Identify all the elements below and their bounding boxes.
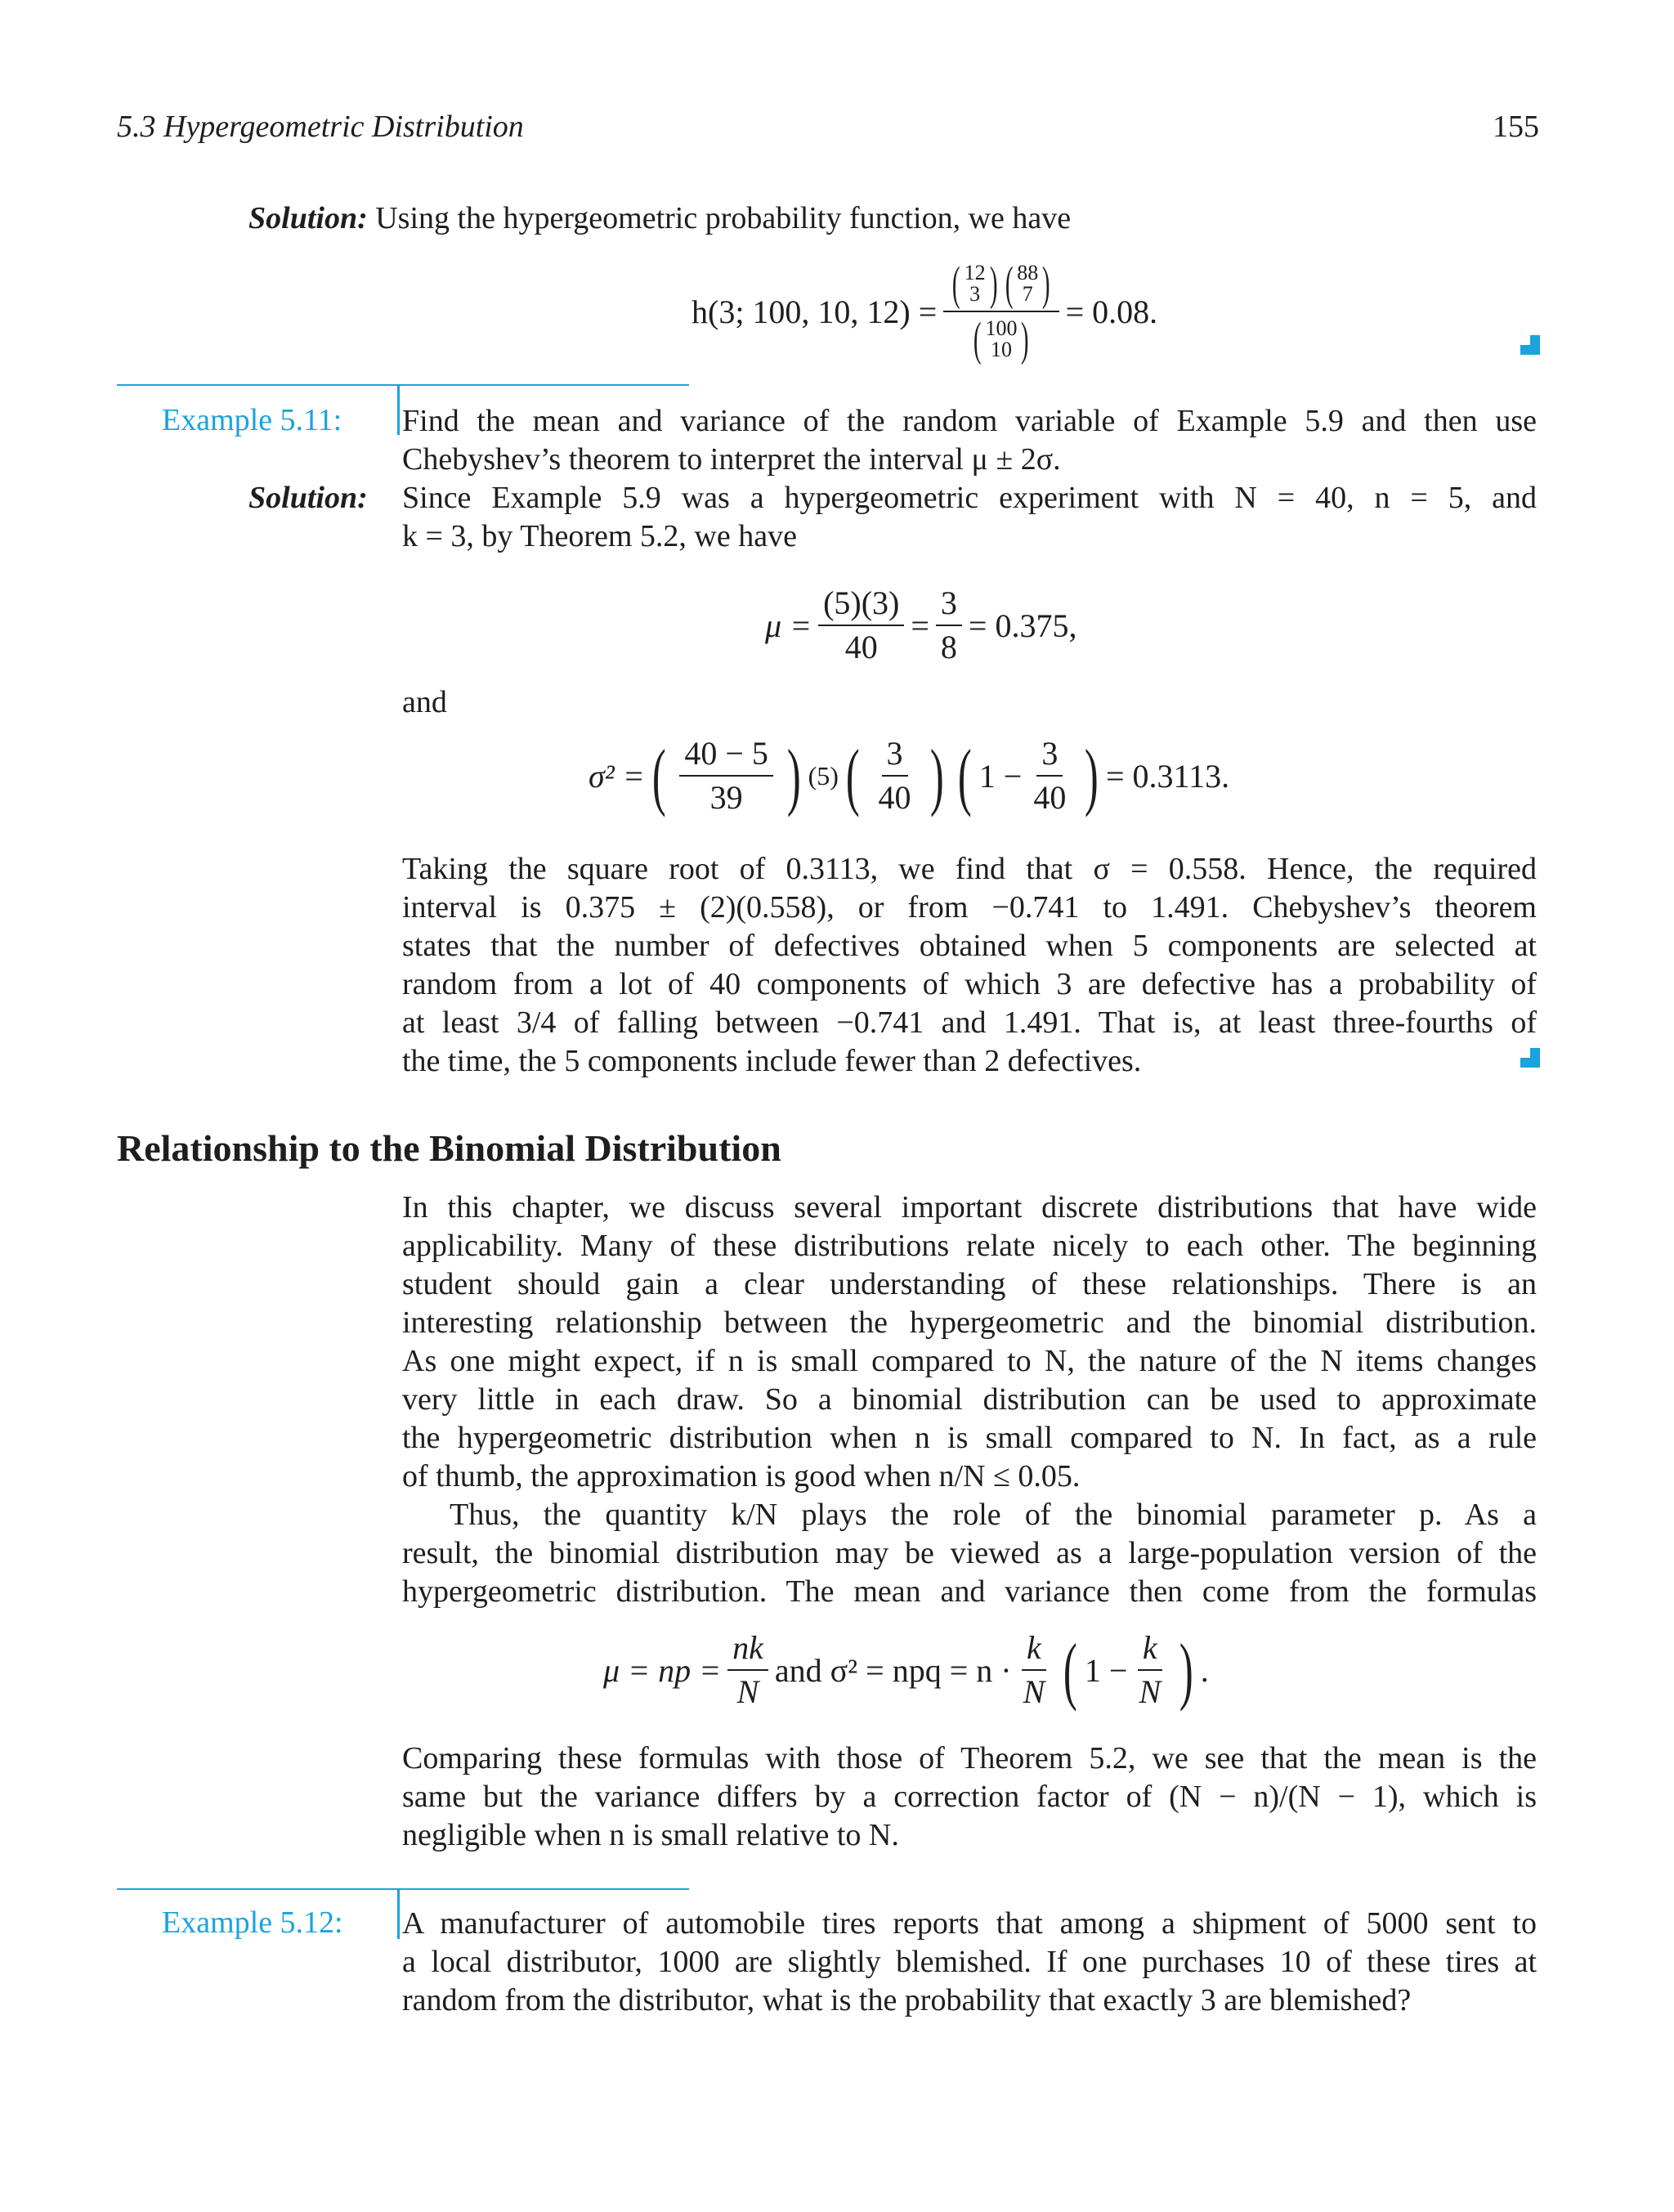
solution-1-line xyxy=(248,199,1071,238)
body-paragraph-3: Comparing these formulas with those of Theorem 5.2, we see that the mean is the same but the variance differs by a correction factor of (N − n)/(N − 1), which is negligible when n is small relative to N. xyxy=(402,1741,1537,1852)
hypergeometric-equation xyxy=(692,257,1158,365)
variance-equation: σ² = ( $\frac{40 - 5}{39}$ ) (5) ( $\frac{3}{40}$ ) ( 1 − $\frac{3}{40}$ ) = 0.3113. xyxy=(589,734,1230,817)
example-vertical-bar-2 xyxy=(397,1888,400,1939)
solution-label: Solution: xyxy=(248,201,368,235)
example-divider-2 xyxy=(117,1888,689,1890)
end-of-solution-marker-2 xyxy=(1520,1048,1540,1068)
binom-88-7: ( 88 7 ) xyxy=(1005,257,1050,310)
running-header: 5.3 Hypergeometric Distribution xyxy=(117,110,524,144)
solution-2-text: Since Example 5.9 was a hypergeometric experiment with N = 40, n = 5, and k = 3, by Theorem 5.2, we have xyxy=(402,481,1537,553)
end-of-solution-marker xyxy=(1520,335,1540,355)
section-heading: Relationship to the Binomial Distribution xyxy=(117,1127,781,1169)
mean-equation: μ = $\frac{(5)(3)}{40}$ = $\frac{3}{8}$ = 0.375, xyxy=(765,584,1077,665)
eq-rhs: = 0.08. xyxy=(1065,293,1158,330)
example-5-11-paragraph: Taking the square root of 0.3113, we find that σ = 0.558. Hence, the required interval is 0.375 ± (2)(0.558), or from −0.741 to 1.491. Chebyshev’s theorem states that the number of defectives obtained when 5 components are selected at random from a lot of 40 components of which 3 are defective has a probability of at least 3/4 of falling between −0.741 and 1.491. That is, at least three-fourths of the time, the 5 components include fewer than 2 defectives. xyxy=(402,852,1537,1078)
binom-12-3: ( 12 3 ) xyxy=(952,257,998,310)
binom-100-10: ( 100 10 ) xyxy=(973,312,1029,365)
example-5-12-text: A manufacturer of automobile tires reports that among a shipment of 5000 sent to a local distributor, 1000 are slightly blemished. If one purchases 10 of these tires at random from the distributor, what is the probability that exactly 3 are blemished? xyxy=(402,1906,1537,2017)
binomial-fraction xyxy=(943,257,1059,365)
page-number: 155 xyxy=(1493,110,1539,144)
example-5-12-label: Example 5.12: xyxy=(162,1905,343,1940)
example-5-11-text: Find the mean and variance of the random variable of Example 5.9 and then use Chebyshev’s theorem to interpret the interval μ ± 2σ. xyxy=(402,404,1537,477)
binomial-mean-variance-formula: μ = np = $\frac{nk}{N}$ and σ² = npq = n · $\frac{k}{N}$ ( 1 − $\frac{k}{N}$ ) . xyxy=(603,1628,1209,1712)
example-5-11-label: Example 5.11: xyxy=(162,403,342,437)
eq-lhs: h(3; 100, 10, 12) = xyxy=(692,293,938,330)
example-vertical-bar xyxy=(397,384,400,435)
and-text: and xyxy=(402,685,447,719)
example-divider xyxy=(117,384,689,386)
body-paragraph-2: Thus, the quantity k/N plays the role of the binomial parameter p. As a result, the binomial distribution may be viewed as a large-population version of the hypergeometric distribution. The mean and variance then come from the formulas xyxy=(402,1498,1537,1609)
body-paragraph-1: In this chapter, we discuss several important discrete distributions that have wide applicability. Many of these distributions relate nicely to each other. The beginning student should gain a clear understanding of these relationships. There is an interesting relationship between the hypergeometric and the binomial distribution. As one might expect, if n is small compared to N, the nature of the N items changes very little in each draw. So a binomial distribution can be used to approximate the hypergeometric distribution when n is small compared to N. In fact, as a rule of thumb, the approximation is good when n/N ≤ 0.05. xyxy=(402,1190,1537,1493)
solution-text: Using the hypergeometric probability function, we have xyxy=(375,201,1072,235)
solution-label-2: Solution: xyxy=(248,481,368,515)
